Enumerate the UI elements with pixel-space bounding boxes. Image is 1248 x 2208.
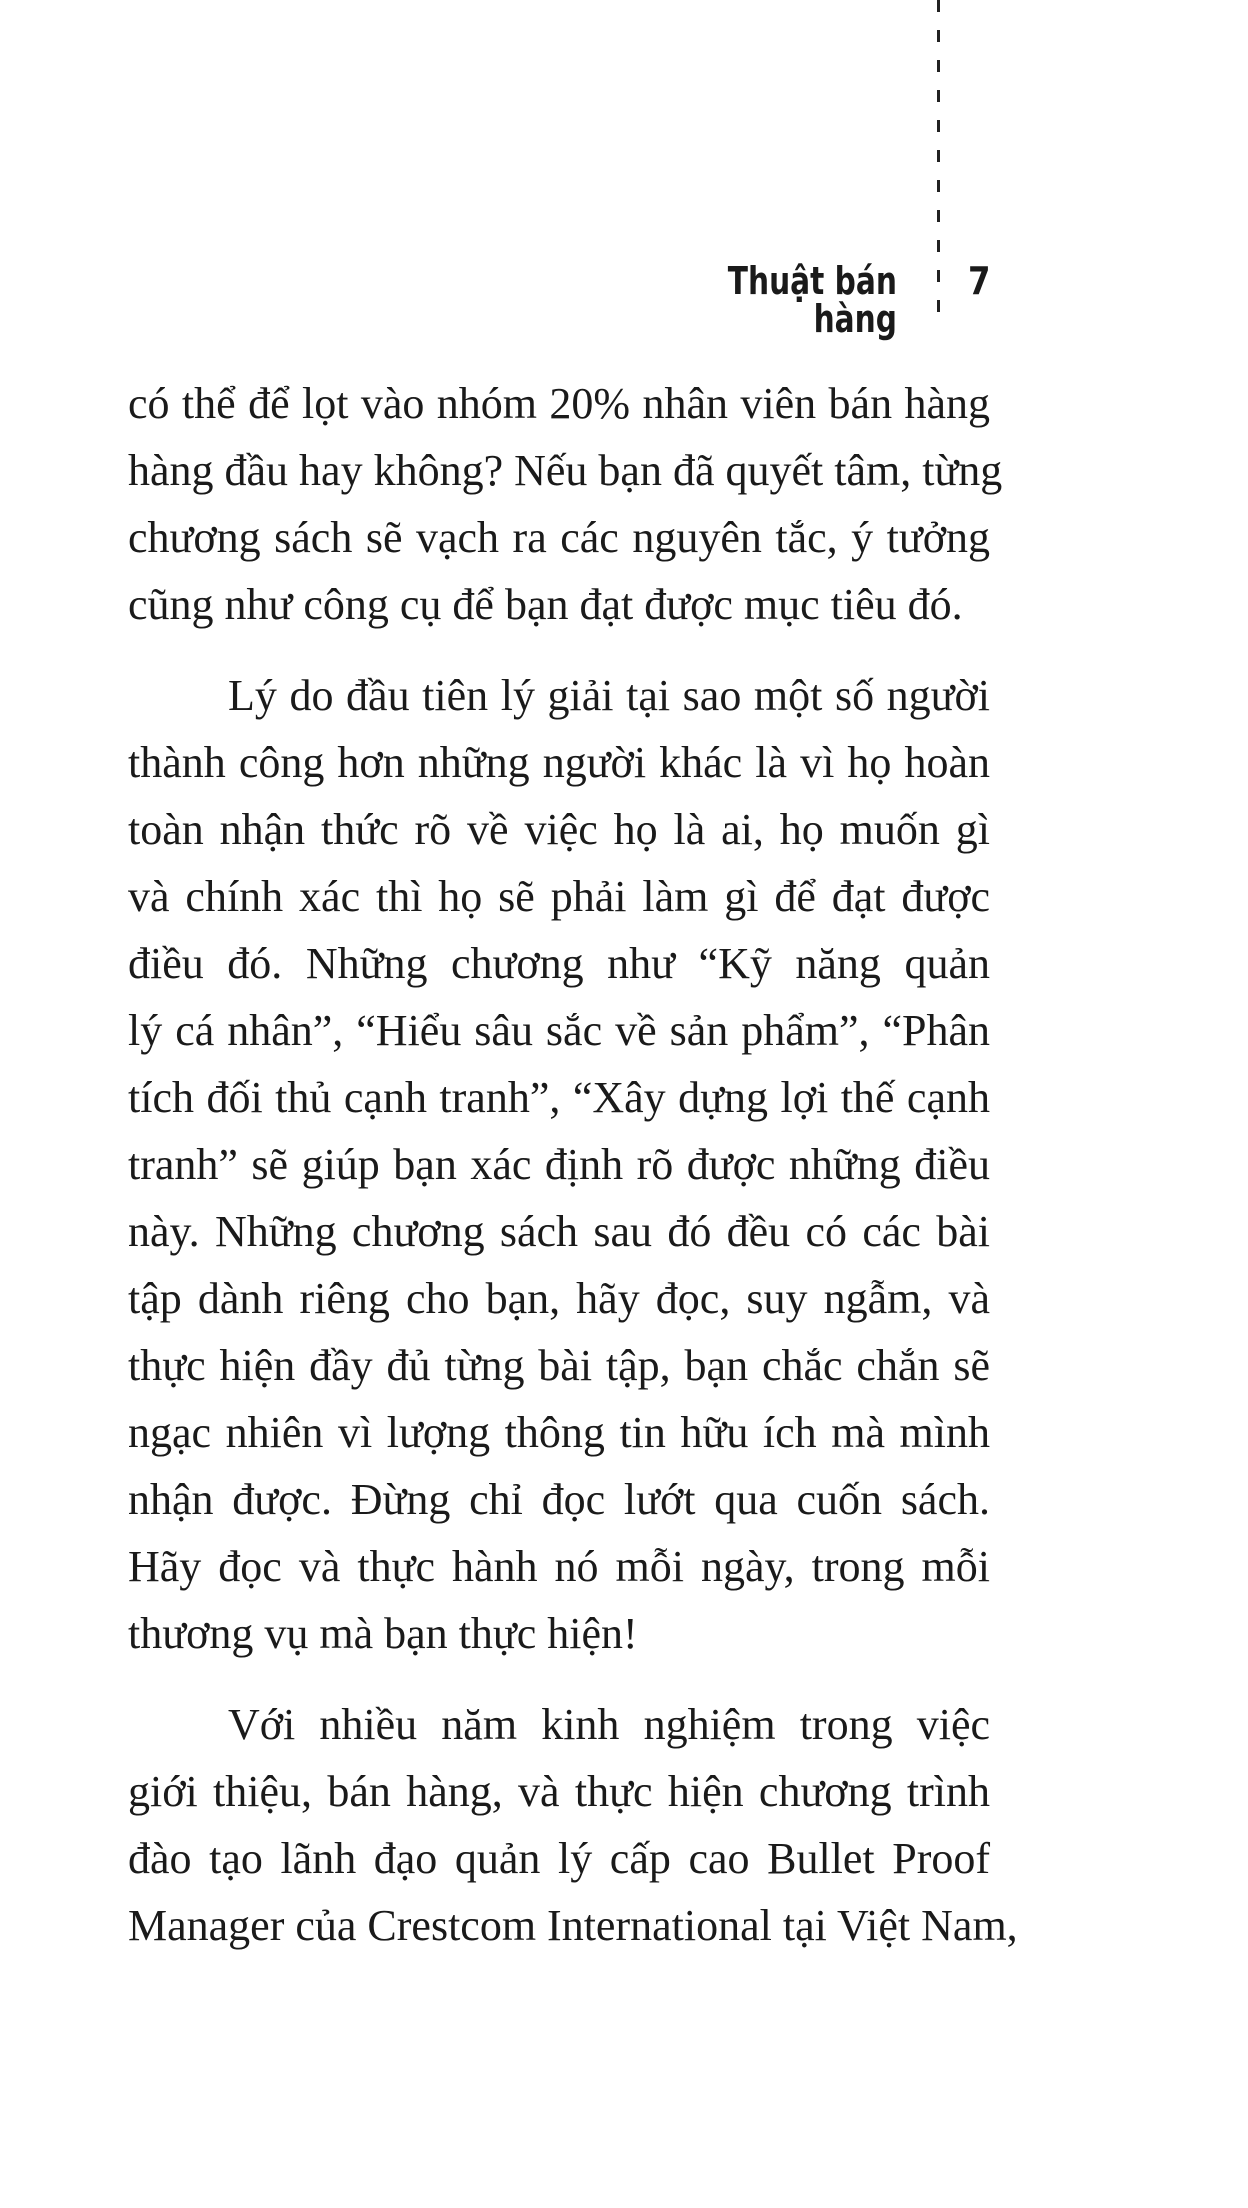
- text-line: này. Những chương sách sau đó đều có các bài: [128, 1207, 990, 1256]
- text-line: tích đối thủ cạnh tranh”, “Xây dựng lợi thế cạnh: [128, 1073, 990, 1122]
- text-line: có thể để lọt vào nhóm 20% nhân viên bán hàng: [128, 379, 990, 428]
- text-line: giới thiệu, bán hàng, và thực hiện chương trình: [128, 1767, 990, 1816]
- text-line: hàng đầu hay không? Nếu bạn đã quyết tâm, từng: [128, 446, 1003, 495]
- header-dashed-divider: [937, 0, 940, 315]
- text-line: thương vụ mà bạn thực hiện!: [128, 1609, 638, 1658]
- text-line: cũng như công cụ để bạn đạt được mục tiêu đó.: [128, 580, 963, 629]
- text-line: nhận được. Đừng chỉ đọc lướt qua cuốn sách.: [128, 1475, 990, 1524]
- running-head-title: Thuật bán hàng: [727, 259, 897, 341]
- text-line: toàn nhận thức rõ về việc họ là ai, họ muốn gì: [128, 805, 990, 854]
- text-line: đào tạo lãnh đạo quản lý cấp cao Bullet Proof: [128, 1834, 990, 1883]
- text-line: tranh” sẽ giúp bạn xác định rõ được những điều: [128, 1140, 990, 1189]
- text-line: lý cá nhân”, “Hiểu sâu sắc về sản phẩm”, “Phân: [128, 1006, 990, 1055]
- text-line: ngạc nhiên vì lượng thông tin hữu ích mà mình: [128, 1408, 990, 1457]
- text-line: tập dành riêng cho bạn, hãy đọc, suy ngẫm, và: [128, 1274, 990, 1323]
- text-line: Manager của Crestcom International tại Việt Nam,: [128, 1901, 1018, 1950]
- text-line: Lý do đầu tiên lý giải tại sao một số người: [228, 671, 990, 720]
- paragraph-3: [128, 1691, 1018, 1959]
- text-line: điều đó. Những chương như “Kỹ năng quản: [128, 939, 990, 988]
- text-line: và chính xác thì họ sẽ phải làm gì để đạt được: [128, 872, 990, 921]
- page-number: 7: [968, 259, 991, 303]
- text-line: Hãy đọc và thực hành nó mỗi ngày, trong mỗi: [128, 1542, 990, 1591]
- text-line: thực hiện đầy đủ từng bài tập, bạn chắc chắn sẽ: [128, 1341, 990, 1390]
- paragraph-2: [128, 662, 990, 1667]
- paragraph-1: [128, 370, 1003, 638]
- text-line: Với nhiều năm kinh nghiệm trong việc: [228, 1700, 990, 1749]
- text-line: chương sách sẽ vạch ra các nguyên tắc, ý tưởng: [128, 513, 990, 562]
- text-line: thành công hơn những người khác là vì họ hoàn: [128, 738, 990, 787]
- page-body: [128, 370, 1018, 1959]
